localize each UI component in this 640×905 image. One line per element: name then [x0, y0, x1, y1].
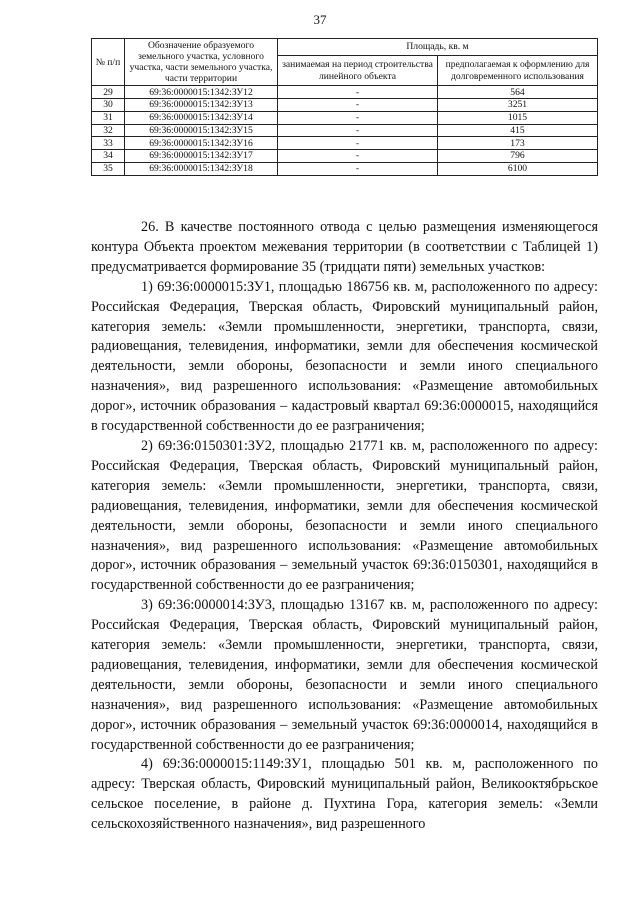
plot-item-paragraph: 3) 69:36:0000014:ЗУ3, площадью 13167 кв. м, расположенного по адресу: Российская Федерация, Тверская область, Фировский муниципальный район, категория земель: «Земли промышленности, энергетики, транспорта, связи, радиовещания, телевидения, информатики, земли для обеспечения космической деятельности, земли обороны, безопасности и земли иного специального назначения», вид разрешенного использования: «Размещение автомобильных дорог», источник образования – земельный участок 69:36:0000014, находящийся в государственной собственности до ее разграничения;: [91, 597, 598, 753]
cell-area-temp: -: [278, 111, 438, 124]
table-row: [92, 137, 598, 150]
cell-designation: 69:36:0000015:1342:ЗУ16: [125, 137, 278, 150]
land-plots-table: [91, 38, 598, 176]
cell-designation: 69:36:0000015:1342:ЗУ17: [125, 150, 278, 163]
cell-num: 35: [92, 162, 125, 175]
cell-designation: 69:36:0000015:1342:ЗУ13: [125, 98, 278, 111]
table-row: [92, 111, 598, 124]
cell-designation: 69:36:0000015:1342:ЗУ18: [125, 162, 278, 175]
clause-paragraph: 26. В качестве постоянного отвода с целью размещения изменяющегося контура Объекта проектом межевания территории (в соответствии с Таблицей 1) предусматривается формирование 35 (тридцати пяти) земельных участков:: [91, 219, 598, 275]
cell-area-perm: 1015: [438, 111, 598, 124]
cell-area-temp: -: [278, 137, 438, 150]
cell-area-perm: 564: [438, 86, 598, 99]
cell-designation: 69:36:0000015:1342:ЗУ12: [125, 86, 278, 99]
table-row: [92, 162, 598, 175]
cell-num: 34: [92, 150, 125, 163]
header-num: № п/п: [92, 39, 125, 86]
cell-num: 29: [92, 86, 125, 99]
cell-designation: 69:36:0000015:1342:ЗУ14: [125, 111, 278, 124]
header-designation: Обозначение образуемого земельного участка, условного участка, части земельного участка, части территории: [125, 39, 278, 86]
table-body: [92, 86, 598, 176]
cell-area-temp: -: [278, 124, 438, 137]
cell-area-perm: 3251: [438, 98, 598, 111]
cell-area-perm: 6100: [438, 162, 598, 175]
table-row: [92, 124, 598, 137]
plot-item-paragraph: 2) 69:36:0150301:ЗУ2, площадью 21771 кв. м, расположенного по адресу: Российская Федерация, Тверская область, Фировский муниципальный район, категория земель: «Земли промышленности, энергетики, транспорта, связи, радиовещания, телевидения, информатики, земли для обеспечения космической деятельности, земли обороны, безопасности и земли иного специального назначения», вид разрешенного использования: «Размещение автомобильных дорог», источник образования – земельный участок 69:36:0150301, находящийся в государственной собственности до ее разграничения;: [91, 437, 598, 594]
table-row: [92, 150, 598, 163]
cell-area-perm: 796: [438, 150, 598, 163]
plot-item-paragraph: 1) 69:36:0000015:ЗУ1, площадью 186756 кв. м, расположенного по адресу: Российская Федерация, Тверская область, Фировский муниципальный район, категория земель: «Земли промышленности, энергетики, транспорта, связи, радиовещания, телевидения, информатики, земли для обеспечения космической деятельности, земли обороны, безопасности и земли иного специального назначения», вид разрешенного использования: «Размещение автомобильных дорог», источник образования – кадастровый квартал 69:36:0000015, находящийся в государственной собственности до ее разграничения;: [91, 278, 598, 435]
plot-item-paragraph: 4) 69:36:0000015:1149:ЗУ1, площадью 501 кв. м, расположенного по адресу: Тверская область, Фировский муниципальный район, Великооктябрьское сельское поселение, в районе д. Пухтина Гора, категория земель: «Земли сельскохозяйственного назначения», вид разрешенного: [91, 756, 598, 833]
cell-area-perm: 415: [438, 124, 598, 137]
page-number: 37: [313, 12, 327, 27]
cell-area-temp: -: [278, 150, 438, 163]
document-body: [91, 218, 598, 835]
cell-designation: 69:36:0000015:1342:ЗУ15: [125, 124, 278, 137]
cell-area-temp: -: [278, 98, 438, 111]
header-area-group: Площадь, кв. м: [278, 39, 598, 56]
cell-num: 30: [92, 98, 125, 111]
cell-area-temp: -: [278, 162, 438, 175]
cell-num: 31: [92, 111, 125, 124]
cell-num: 32: [92, 124, 125, 137]
cell-area-perm: 173: [438, 137, 598, 150]
table-row: [92, 98, 598, 111]
header-area-temp: занимаемая на период строительства линейного объекта: [278, 55, 438, 85]
header-area-perm: предполагаемая к оформлению для долговременного использования: [438, 55, 598, 85]
cell-num: 33: [92, 137, 125, 150]
table-row: [92, 86, 598, 99]
cell-area-temp: -: [278, 86, 438, 99]
